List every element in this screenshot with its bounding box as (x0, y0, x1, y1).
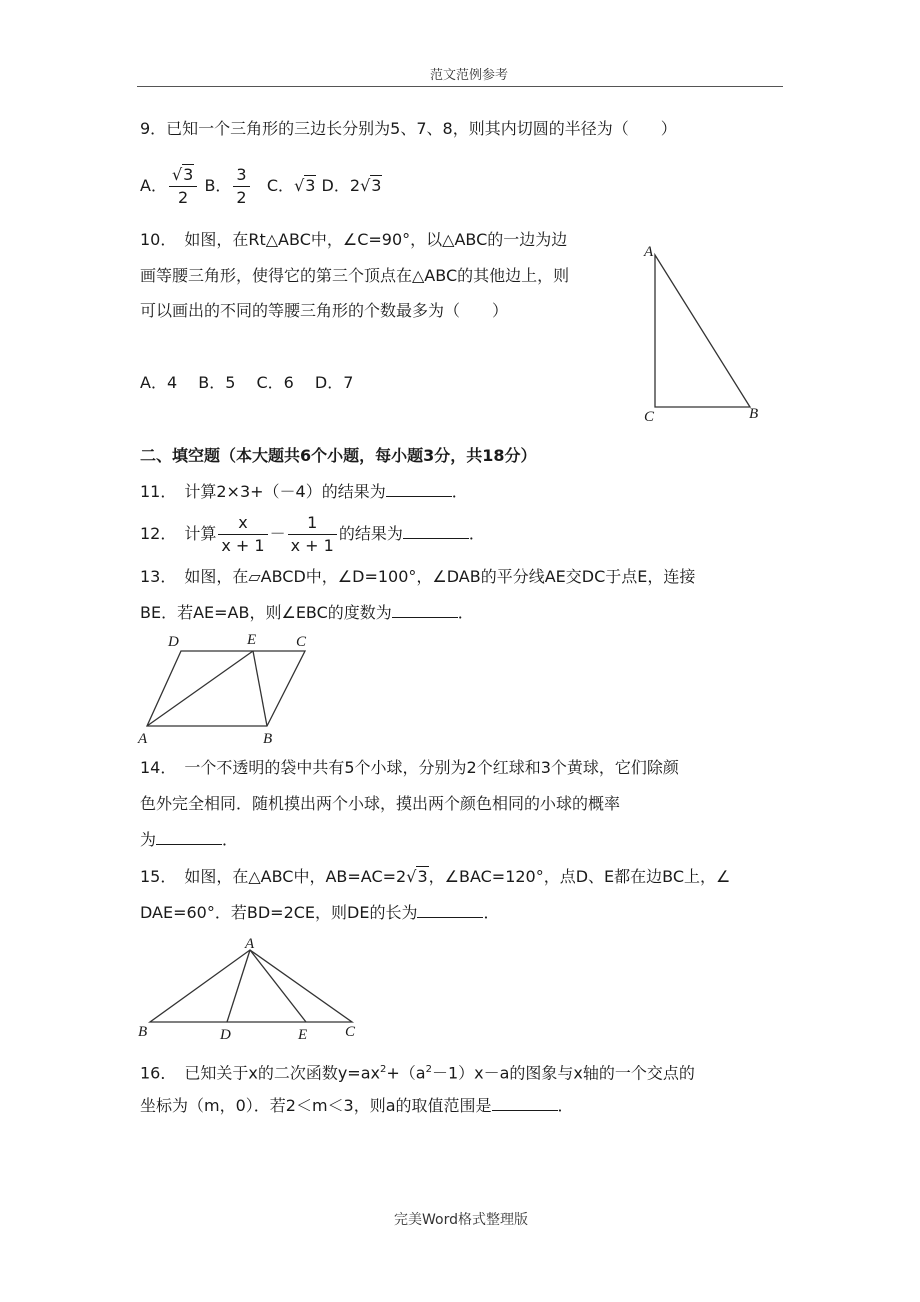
q9-option-b-label: B． (204, 176, 232, 195)
q15-segment-ae (250, 950, 306, 1022)
q9-option-a-radicand: 3 (183, 165, 194, 184)
q13-parallelogram (147, 651, 305, 726)
q13-label-e: E (247, 632, 257, 648)
q12-fraction-2-denominator: x + 1 (290, 536, 334, 555)
q13-segment-be (253, 651, 267, 726)
q9-options (140, 164, 382, 214)
q15-answer-blank (417, 903, 483, 918)
q15-triangle (150, 950, 352, 1022)
q14-line-1: 14． 一个不透明的袋中共有5个小球，分别为2个红球和3个黄球，它们除颜 (140, 758, 679, 777)
q10-figure-right-triangle (635, 240, 775, 425)
q13-figure-parallelogram (135, 628, 320, 750)
q9-option-a-label: A． (140, 176, 167, 195)
q15-label-b: B (138, 1024, 148, 1040)
q16-answer-blank (492, 1096, 558, 1111)
q11-end: ． (451, 482, 468, 501)
q12 (140, 512, 485, 564)
q10-options: A．4 B．5 C．6 D．7 (140, 373, 354, 392)
q9-option-b-fraction (233, 164, 249, 209)
q13-label-b: B (263, 731, 273, 747)
q14-answer-blank (156, 830, 222, 845)
q15-label-c: C (345, 1024, 356, 1040)
q12-fraction-1 (218, 512, 267, 557)
q9-option-c-label: C． (266, 176, 295, 195)
q13-label-a: A (138, 731, 148, 747)
q11-answer-blank (386, 482, 452, 497)
q12-fraction-2-numerator: 1 (288, 512, 337, 535)
q12-end: ． (468, 524, 485, 543)
q9-stem: 9．已知一个三角形的三边长分别为5、7、8，则其内切圆的半径为（ ） (140, 119, 677, 138)
q12-suffix: 的结果为 (338, 524, 403, 543)
q11-stem: 11． 计算2×3+（－4）的结果为 (140, 482, 386, 501)
q10-line-3: 可以画出的不同的等腰三角形的个数最多为（ ） (140, 301, 509, 320)
q14-line-3: 为 ． (140, 830, 239, 849)
q9-option-d-label: D．2 (321, 176, 361, 195)
q12-fraction-1-denominator: x + 1 (221, 536, 265, 555)
q9-option-b-numerator: 3 (233, 164, 249, 187)
q15-line-2: DAE=60°．若BD=2CE，则DE的长为 ． (140, 903, 500, 922)
q15-figure-triangle (135, 935, 370, 1043)
q13-line-1: 13． 如图，在▱ABCD中，∠D=100°，∠DAB的平分线AE交DC于点E，连接 (140, 567, 696, 586)
q10-label-a: A (644, 244, 654, 260)
q12-fraction-1-numerator: x (218, 512, 267, 535)
header-rule (137, 86, 783, 87)
page-header: 范文范例参考 (430, 68, 509, 83)
q15-label-e: E (298, 1027, 308, 1043)
q10-label-b: B (749, 406, 759, 422)
q15-line-1: 15． 如图，在△ABC中，AB=AC=2√3，∠BAC=120°，点D、E都在边BC上，∠ (140, 867, 731, 886)
q15-segment-ad (227, 950, 250, 1022)
section-2-title: 二、填空题（本大题共6个小题，每小题3分，共18分） (140, 446, 537, 465)
q12-prefix: 12． 计算 (140, 524, 217, 543)
q9-option-b-denominator: 2 (236, 188, 247, 207)
q9-option-a-fraction: $\frac{√3}{2}$ (169, 164, 197, 209)
q10-triangle (655, 255, 750, 407)
q13-segment-ae (147, 651, 253, 726)
q14-line-2: 色外完全相同．随机摸出两个小球，摸出两个颜色相同的小球的概率 (140, 794, 621, 813)
q9-option-d-sqrt: √3 (360, 176, 382, 195)
q13-line-2: BE．若AE=AB，则∠EBC的度数为 ． (140, 603, 474, 622)
q9-option-c-sqrt: √3 (294, 176, 316, 195)
page-footer: 完美Word格式整理版 (394, 1212, 528, 1228)
q15-sqrt: √3 (406, 867, 428, 886)
q10-line-2: 画等腰三角形，使得它的第三个顶点在△ABC的其他边上，则 (140, 266, 570, 285)
q9-option-a-denominator: 2 (178, 188, 189, 207)
q10-label-c: C (644, 409, 655, 425)
q13-label-d: D (168, 634, 179, 650)
q13-label-c: C (296, 634, 307, 650)
q10-line-1: 10． 如图，在Rt△ABC中，∠C=90°，以△ABC的一边为边 (140, 230, 568, 249)
q12-minus: － (269, 524, 286, 543)
q12-answer-blank (403, 524, 469, 539)
q16-line-2: 坐标为（m，0）．若2＜m＜3，则a的取值范围是 ． (140, 1096, 574, 1115)
q13-answer-blank (392, 603, 458, 618)
q15-label-d: D (220, 1027, 231, 1043)
q11 (140, 482, 468, 502)
q15-label-a: A (245, 936, 255, 952)
q12-fraction-2 (288, 512, 337, 557)
q16-line-1: 16． 已知关于x的二次函数$y=ax^2+(a^2-1)x-a$的图象与x轴的一个交点的 (140, 1063, 695, 1083)
